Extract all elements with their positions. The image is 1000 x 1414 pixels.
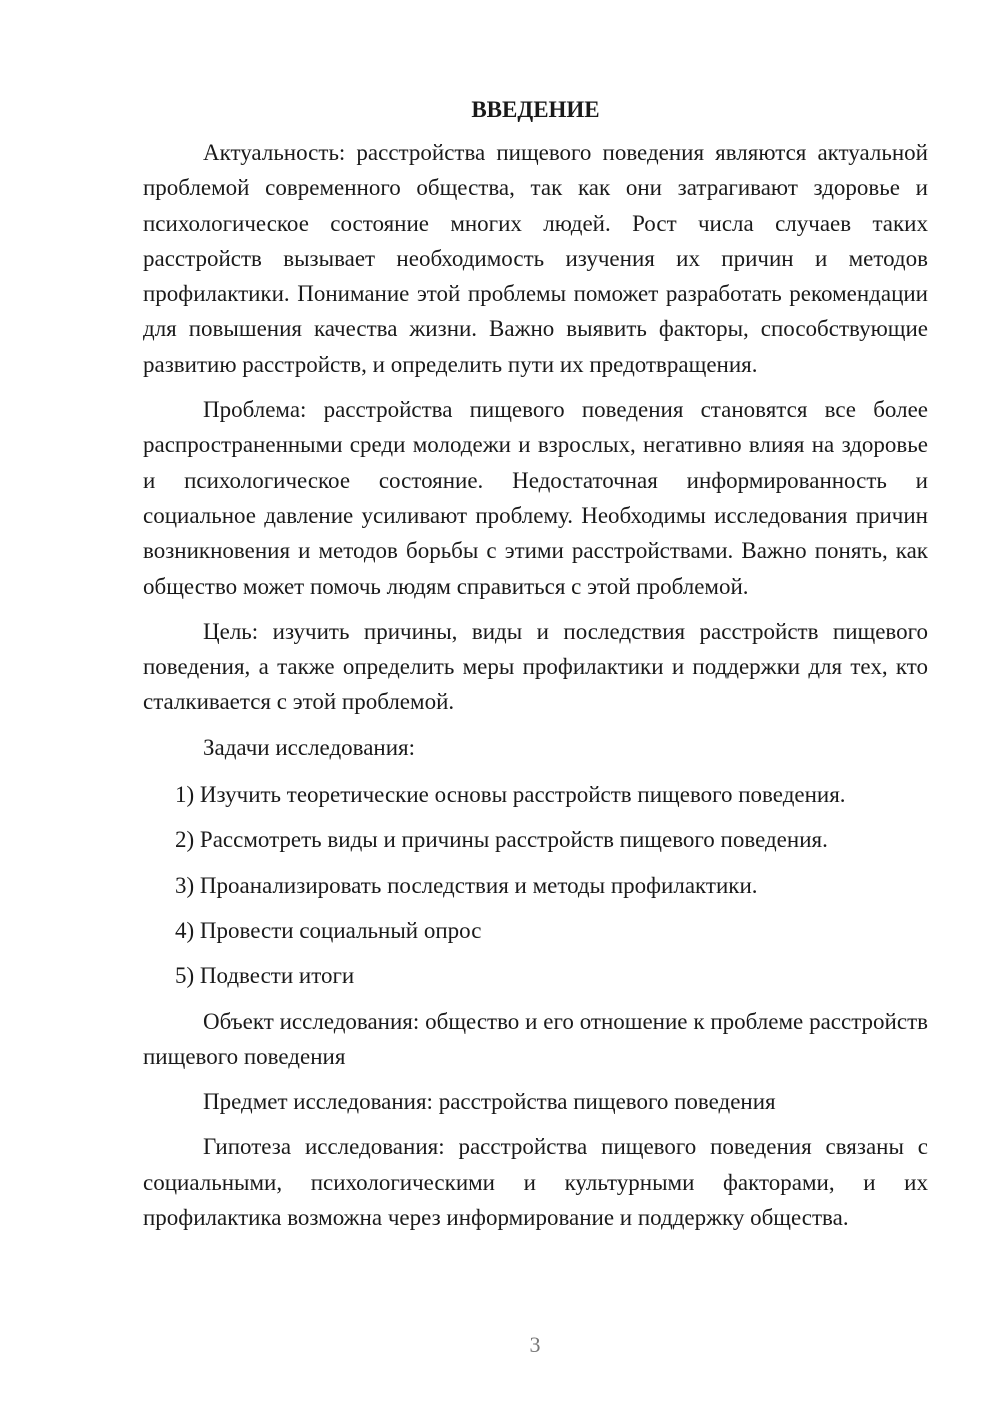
tasks-heading: Задачи исследования: <box>203 734 416 760</box>
document-body <box>143 92 928 1245</box>
problem-paragraph: Проблема: расстройства пищевого поведения становятся все более распространенными среди молодежи и взрослых, негативно влияя на здоровье и психологическое состояние. Недостаточная информированность и социальное давление усиливают проблему. Необходимы исследования причин возникновения и методов борьбы с этими расстройствами. Важно понять, как общество может помочь людям справиться с этой проблемой. <box>143 397 928 599</box>
tasks-list <box>143 777 928 993</box>
task-item: 1) Изучить теоретические основы расстройств пищевого поведения. <box>175 782 846 808</box>
page-title: ВВЕДЕНИЕ <box>471 97 600 122</box>
task-item: 2) Рассмотреть виды и причины расстройств пищевого поведения. <box>175 827 828 853</box>
task-item: 3) Проанализировать последствия и методы профилактики. <box>175 872 758 898</box>
object-paragraph: Объект исследования: общество и его отношение к проблеме расстройств пищевого поведения <box>143 1008 928 1069</box>
hypothesis-paragraph: Гипотеза исследования: расстройства пищевого поведения связаны с социальными, психологическими и культурными факторами, и их профилактика возможна через информирование и поддержку общества. <box>143 1134 928 1231</box>
relevance-paragraph: Актуальность: расстройства пищевого поведения являются актуальной проблемой современного общества, так как они затрагивают здоровье и психологическое состояние многих людей. Рост числа случаев таких расстройств вызывает необходимость изучения их причин и методов профилактики. Понимание этой проблемы поможет разработать рекомендации для повышения качества жизни. Важно выявить факторы, способствующие развитию расстройств, и определить пути их предотвращения. <box>143 140 928 377</box>
task-item: 4) Провести социальный опрос <box>175 917 482 943</box>
goal-paragraph: Цель: изучить причины, виды и последствия расстройств пищевого поведения, а также определить меры профилактики и поддержки для тех, кто сталкивается с этой проблемой. <box>143 618 928 715</box>
task-item: 5) Подвести итоги <box>175 963 355 989</box>
page-number: 3 <box>529 1332 541 1357</box>
subject-paragraph: Предмет исследования: расстройства пищевого поведения <box>203 1089 776 1115</box>
